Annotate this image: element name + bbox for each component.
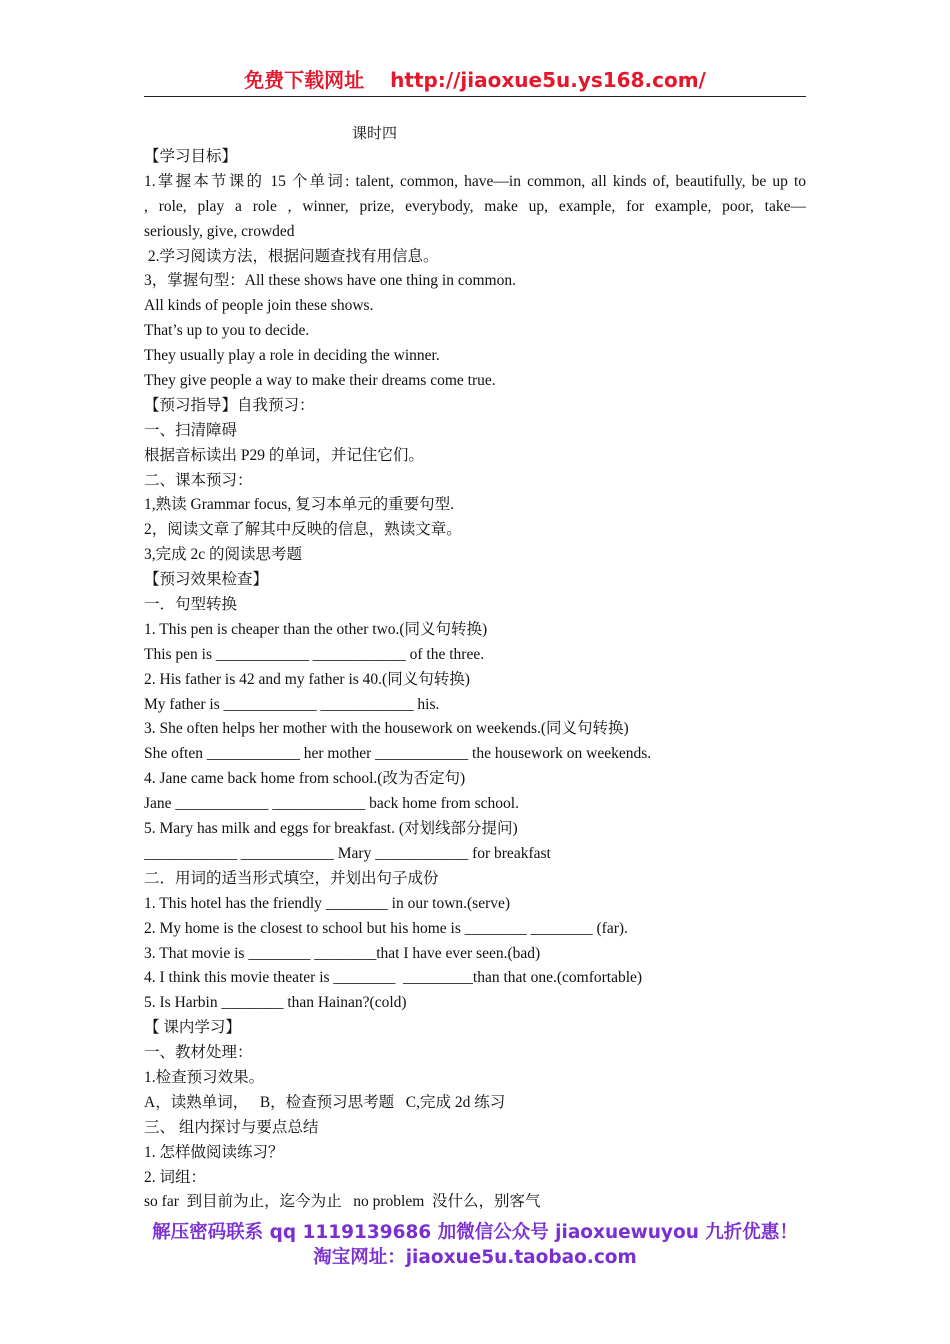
page-header <box>144 66 806 97</box>
text-line: My father is ____________ ____________ his. <box>144 695 440 713</box>
text-line: They give people a way to make their dreams come true. <box>144 372 496 390</box>
text-line: 1. This hotel has the friendly ________ in our town.(serve) <box>144 894 511 912</box>
text-line: This pen is ____________ ____________ of the three. <box>144 645 485 663</box>
footer-contact: 解压密码联系 qq 1119139686 加微信公众号 jiaoxuewuyou 九折优惠！ <box>152 1222 798 1243</box>
text-line: 1.检查预习效果。 <box>144 1068 265 1086</box>
document-body <box>144 145 806 1215</box>
footer-shop-url[interactable]: 淘宝网址：jiaoxue5u.taobao.com <box>313 1247 637 1268</box>
text-line: They usually play a role in deciding the winner. <box>144 347 440 365</box>
text-line: seriously, give, crowded <box>144 222 295 240</box>
text-line: 2. His father is 42 and my father is 40.(同义句转换) <box>144 670 470 688</box>
header-label: 免费下载网址 <box>244 68 365 92</box>
text-line: 1,熟读 Grammar focus, 复习本单元的重要句型. <box>144 496 454 514</box>
text-line: 一、教材处理： <box>144 1044 253 1062</box>
text-line: 4. I think this movie theater is ________ _________than that one.(comfortable) <box>144 969 643 987</box>
text-line: 4. Jane came back home from school.(改为否定句) <box>144 770 466 788</box>
text-line: 5. Mary has milk and eggs for breakfast. (对划线部分提问) <box>144 820 518 838</box>
text-line: 根据音标读出 P29 的单词，并记住它们。 <box>144 446 424 464</box>
text-line: 3，掌握句型：All these shows have one thing in common. <box>144 272 516 290</box>
text-line: 1. This pen is cheaper than the other two.(同义句转换) <box>144 620 488 638</box>
text-line: 一．句型转换 <box>144 596 238 614</box>
text-line: 2.学习阅读方法，根据问题查找有用信息。 <box>144 247 439 265</box>
text-line: 二、课本预习： <box>144 471 253 489</box>
header-url[interactable]: http://jiaoxue5u.ys168.com/ <box>390 68 706 92</box>
text-line: 2. 词组： <box>144 1168 207 1186</box>
text-line: so far 到目前为止，迄今为止 no problem 没什么，别客气 <box>144 1193 541 1211</box>
text-line: 2，阅读文章了解其中反映的信息，熟读文章。 <box>144 521 462 539</box>
text-line: 1. 怎样做阅读练习？ <box>144 1143 284 1161</box>
text-line: Jane ____________ ____________ back home from school. <box>144 795 519 813</box>
text-line: 3. That movie is ________ ________that I have ever seen.(bad) <box>144 944 541 962</box>
text-line: A，读熟单词， B，检查预习思考题 C,完成 2d 练习 <box>144 1093 506 1111</box>
text-line: 一、扫清障碍 <box>144 421 238 439</box>
text-line: She often ____________ her mother ____________ the housework on weekends. <box>144 745 652 763</box>
text-line: 三、 组内探讨与要点总结 <box>144 1118 319 1136</box>
text-line: 3,完成 2c 的阅读思考题 <box>144 546 303 564</box>
text-line: All kinds of people join these shows. <box>144 297 374 315</box>
text-line: 1.掌握本节课的 15 个单词: talent, common, have—in common, all kinds of, beautifully, be up to <box>144 172 806 190</box>
lesson-title: 课时四 <box>352 124 398 142</box>
text-line: 3. She often helps her mother with the housework on weekends.(同义句转换) <box>144 720 629 738</box>
text-line: 二．用词的适当形式填空，并划出句子成份 <box>144 869 439 887</box>
text-line: , role, play a role , winner, prize, everybody, make up, example, for example, poor, take— <box>144 197 806 215</box>
text-line: ____________ ____________ Mary ____________ for breakfast <box>144 844 551 862</box>
text-line: 2. My home is the closest to school but his home is ________ ________ (far). <box>144 919 628 937</box>
text-line: 【学习目标】 <box>144 148 238 165</box>
text-line: 【预习效果检查】 <box>144 571 269 589</box>
text-line: 【预习指导】自我预习： <box>144 396 315 414</box>
text-line: 5. Is Harbin ________ than Hainan?(cold) <box>144 994 407 1012</box>
text-line: That’s up to you to decide. <box>144 322 310 340</box>
text-line: 【 课内学习】 <box>144 1019 241 1037</box>
